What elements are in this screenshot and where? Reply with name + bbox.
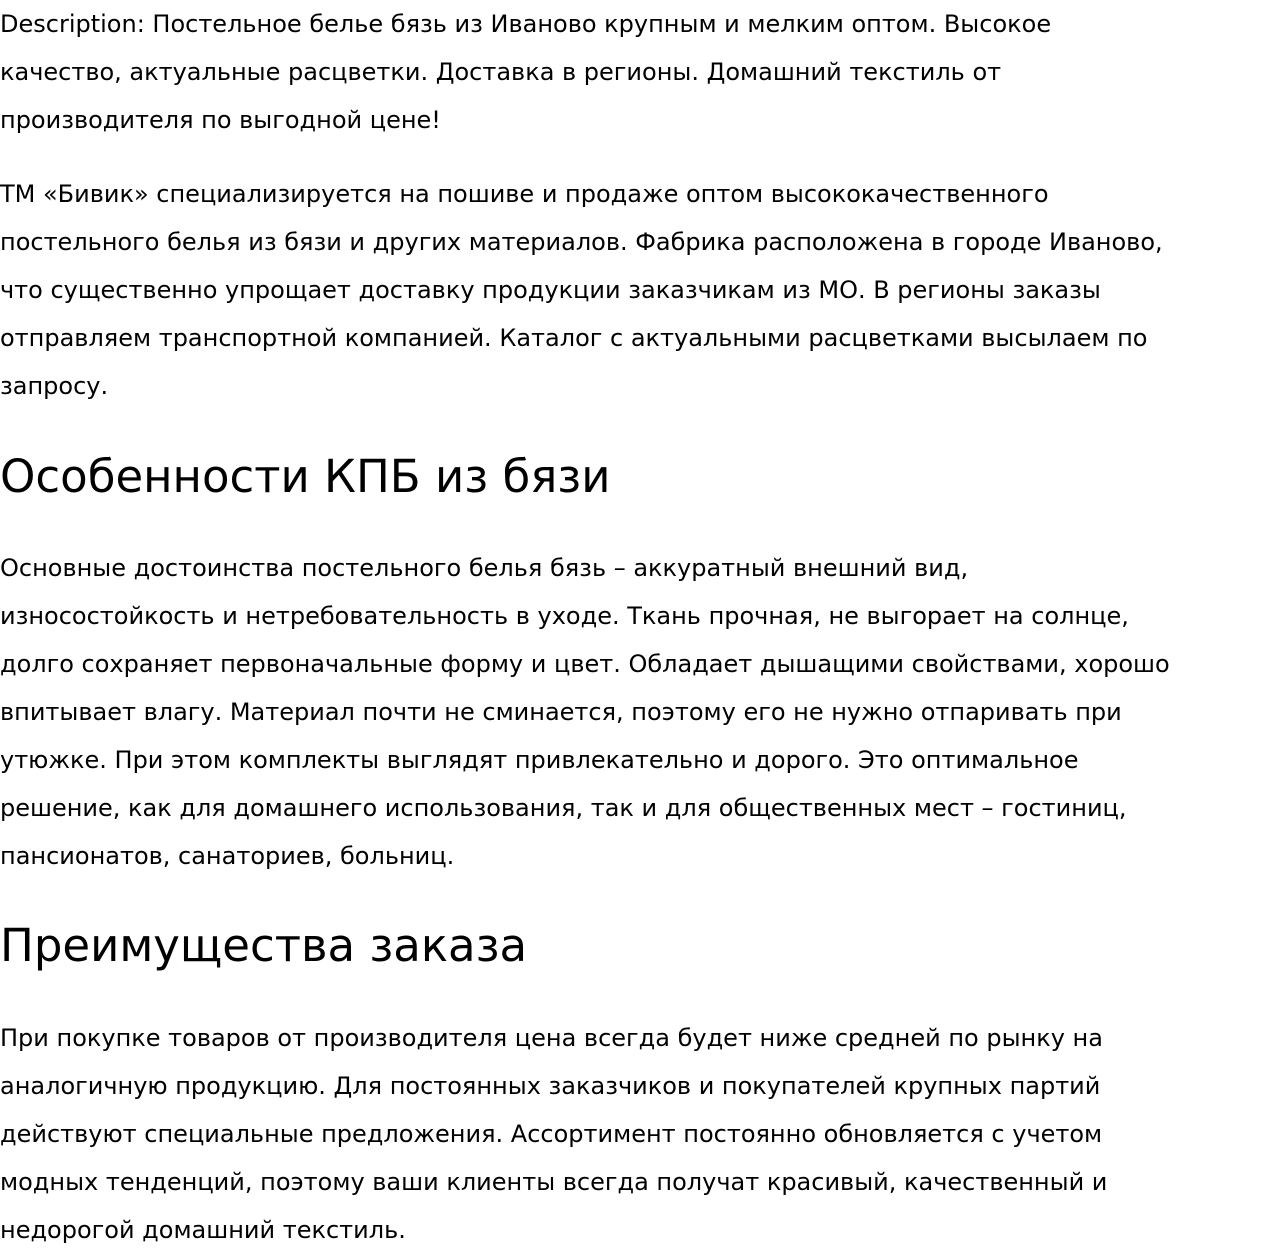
advantages-heading: Преимущества заказа: [0, 919, 528, 972]
text-line: При покупке товаров от производителя цена всегда будет ниже средней по рынку на: [0, 1024, 1103, 1052]
text-line: решение, как для домашнего использования, так и для общественных мест – гостиниц,: [0, 794, 1127, 822]
text-line: действуют специальные предложения. Ассортимент постоянно обновляется с учетом: [0, 1120, 1103, 1148]
text-line: пансионатов, санаториев, больниц.: [0, 842, 455, 870]
text-line: постельного белья из бязи и других материалов. Фабрика расположена в городе Иваново,: [0, 228, 1163, 256]
text-line: производителя по выгодной цене!: [0, 106, 441, 134]
text-line: утюжке. При этом комплекты выглядят привлекательно и дорого. Это оптимальное: [0, 746, 1079, 774]
text-line: долго сохраняет первоначальные форму и цвет. Обладает дышащими свойствами, хорошо: [0, 650, 1170, 678]
text-line: качество, актуальные расцветки. Доставка в регионы. Домашний текстиль от: [0, 58, 1002, 86]
features-heading: Особенности КПБ из бязи: [0, 450, 611, 503]
text-line: недорогой домашний текстиль.: [0, 1216, 406, 1244]
text-line: аналогичную продукцию. Для постоянных заказчиков и покупателей крупных партий: [0, 1072, 1101, 1100]
text-line: отправляем транспортной компанией. Каталог с актуальными расцветками высылаем по: [0, 324, 1148, 352]
text-line: ТМ «Бивик» специализируется на пошиве и продаже оптом высококачественного: [0, 180, 1049, 208]
intro-paragraph: [0, 170, 1163, 410]
text-line: модных тенденций, поэтому ваши клиенты всегда получат красивый, качественный и: [0, 1168, 1108, 1196]
text-line: что существенно упрощает доставку продукции заказчикам из МО. В регионы заказы: [0, 276, 1101, 304]
text-line: износостойкость и нетребовательность в уходе. Ткань прочная, не выгорает на солнце,: [0, 602, 1129, 630]
description-paragraph: [0, 0, 1051, 144]
advantages-paragraph: [0, 1014, 1107, 1254]
text-line: Description: Постельное белье бязь из Иваново крупным и мелким оптом. Высокое: [0, 10, 1052, 38]
features-paragraph: [0, 544, 1170, 880]
text-line: Основные достоинства постельного белья бязь – аккуратный внешний вид,: [0, 554, 969, 582]
text-line: впитывает влагу. Материал почти не сминается, поэтому его не нужно отпаривать при: [0, 698, 1122, 726]
text-line: запросу.: [0, 372, 109, 400]
